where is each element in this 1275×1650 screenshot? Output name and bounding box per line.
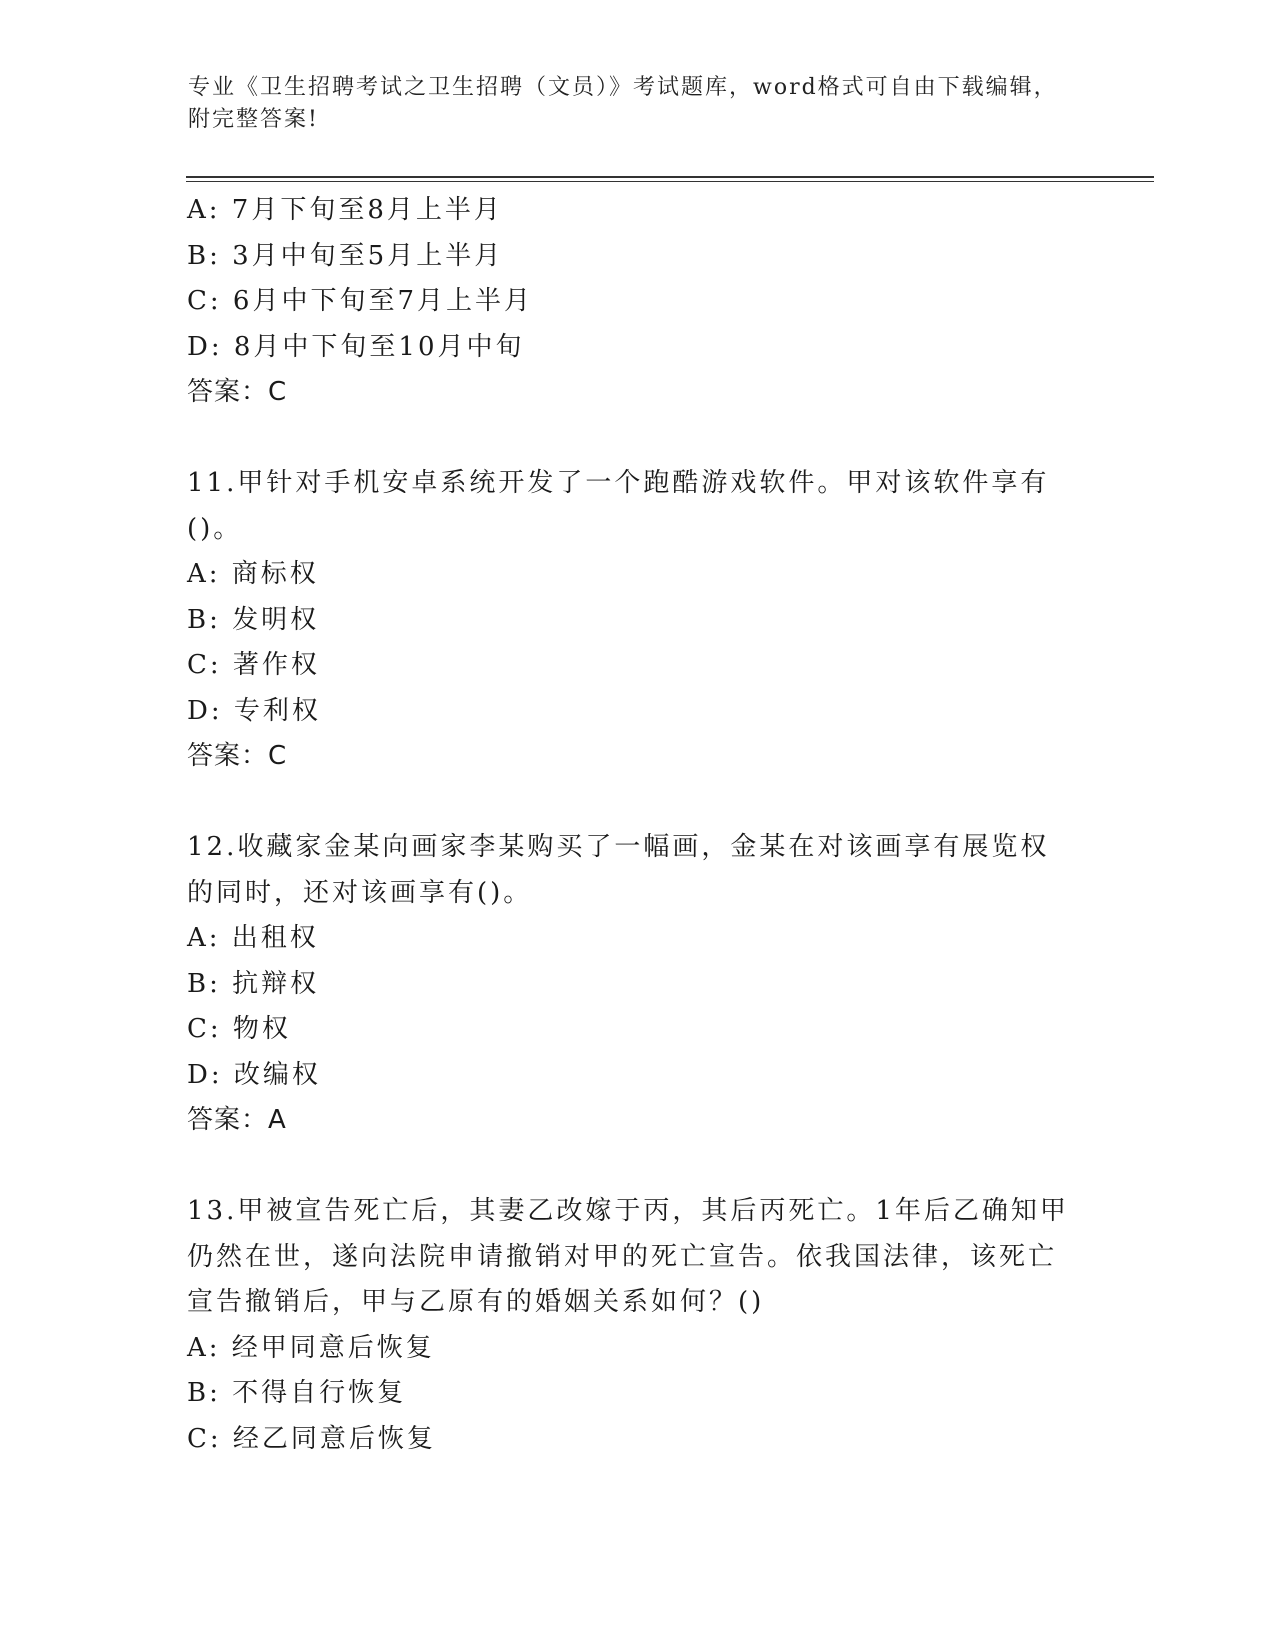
option-a: A: 7月下旬至8月上半月 [187,195,503,225]
answer-line: 答案：C [187,741,288,771]
option-d: D: 8月中下旬至10月中旬 [187,331,525,362]
header-divider-thick [186,176,1154,178]
option-b: B: 不得自行恢复 [187,1378,407,1408]
answer-line: 答案：C [187,377,288,407]
question-list [187,188,1087,1462]
header-divider-thin [186,181,1154,182]
question-text: 13.甲被宣告死亡后，其妻乙改嫁于丙，其后丙死亡。1年后乙确知甲仍然在世，遂向法院申请撤销对甲的死亡宣告。依我国法律，该死亡宣告撤销后，甲与乙原有的婚姻关系如何？() [187,1196,1069,1317]
question-block-prev [187,188,1087,416]
document-header: 专业《卫生招聘考试之卫生招聘（文员）》考试题库，word格式可自由下载编辑，附完整答案! [188,75,1058,132]
question-block-12 [187,825,1087,1144]
option-c: C: 物权 [187,1014,291,1044]
question-block-13 [187,1189,1087,1462]
option-c: C: 著作权 [187,650,320,680]
option-b: B: 3月中旬至5月上半月 [187,240,504,271]
question-block-11 [187,461,1087,780]
option-d: D: 专利权 [187,695,321,726]
option-b: B: 发明权 [187,604,320,635]
question-text: 11.甲针对手机安卓系统开发了一个跑酷游戏软件。甲对该软件享有()。 [187,468,1050,544]
answer-line: 答案：A [187,1105,287,1135]
option-b: B: 抗辩权 [187,968,320,999]
option-a: A: 经甲同意后恢复 [187,1332,435,1363]
option-d: D: 改编权 [187,1059,321,1090]
option-c: C: 6月中下旬至7月上半月 [187,286,534,316]
option-c: C: 经乙同意后恢复 [187,1423,436,1454]
option-a: A: 出租权 [187,923,319,953]
question-text: 12.收藏家金某向画家李某购买了一幅画，金某在对该画享有展览权的同时，还对该画享有()。 [187,832,1050,908]
option-a: A: 商标权 [187,559,319,589]
